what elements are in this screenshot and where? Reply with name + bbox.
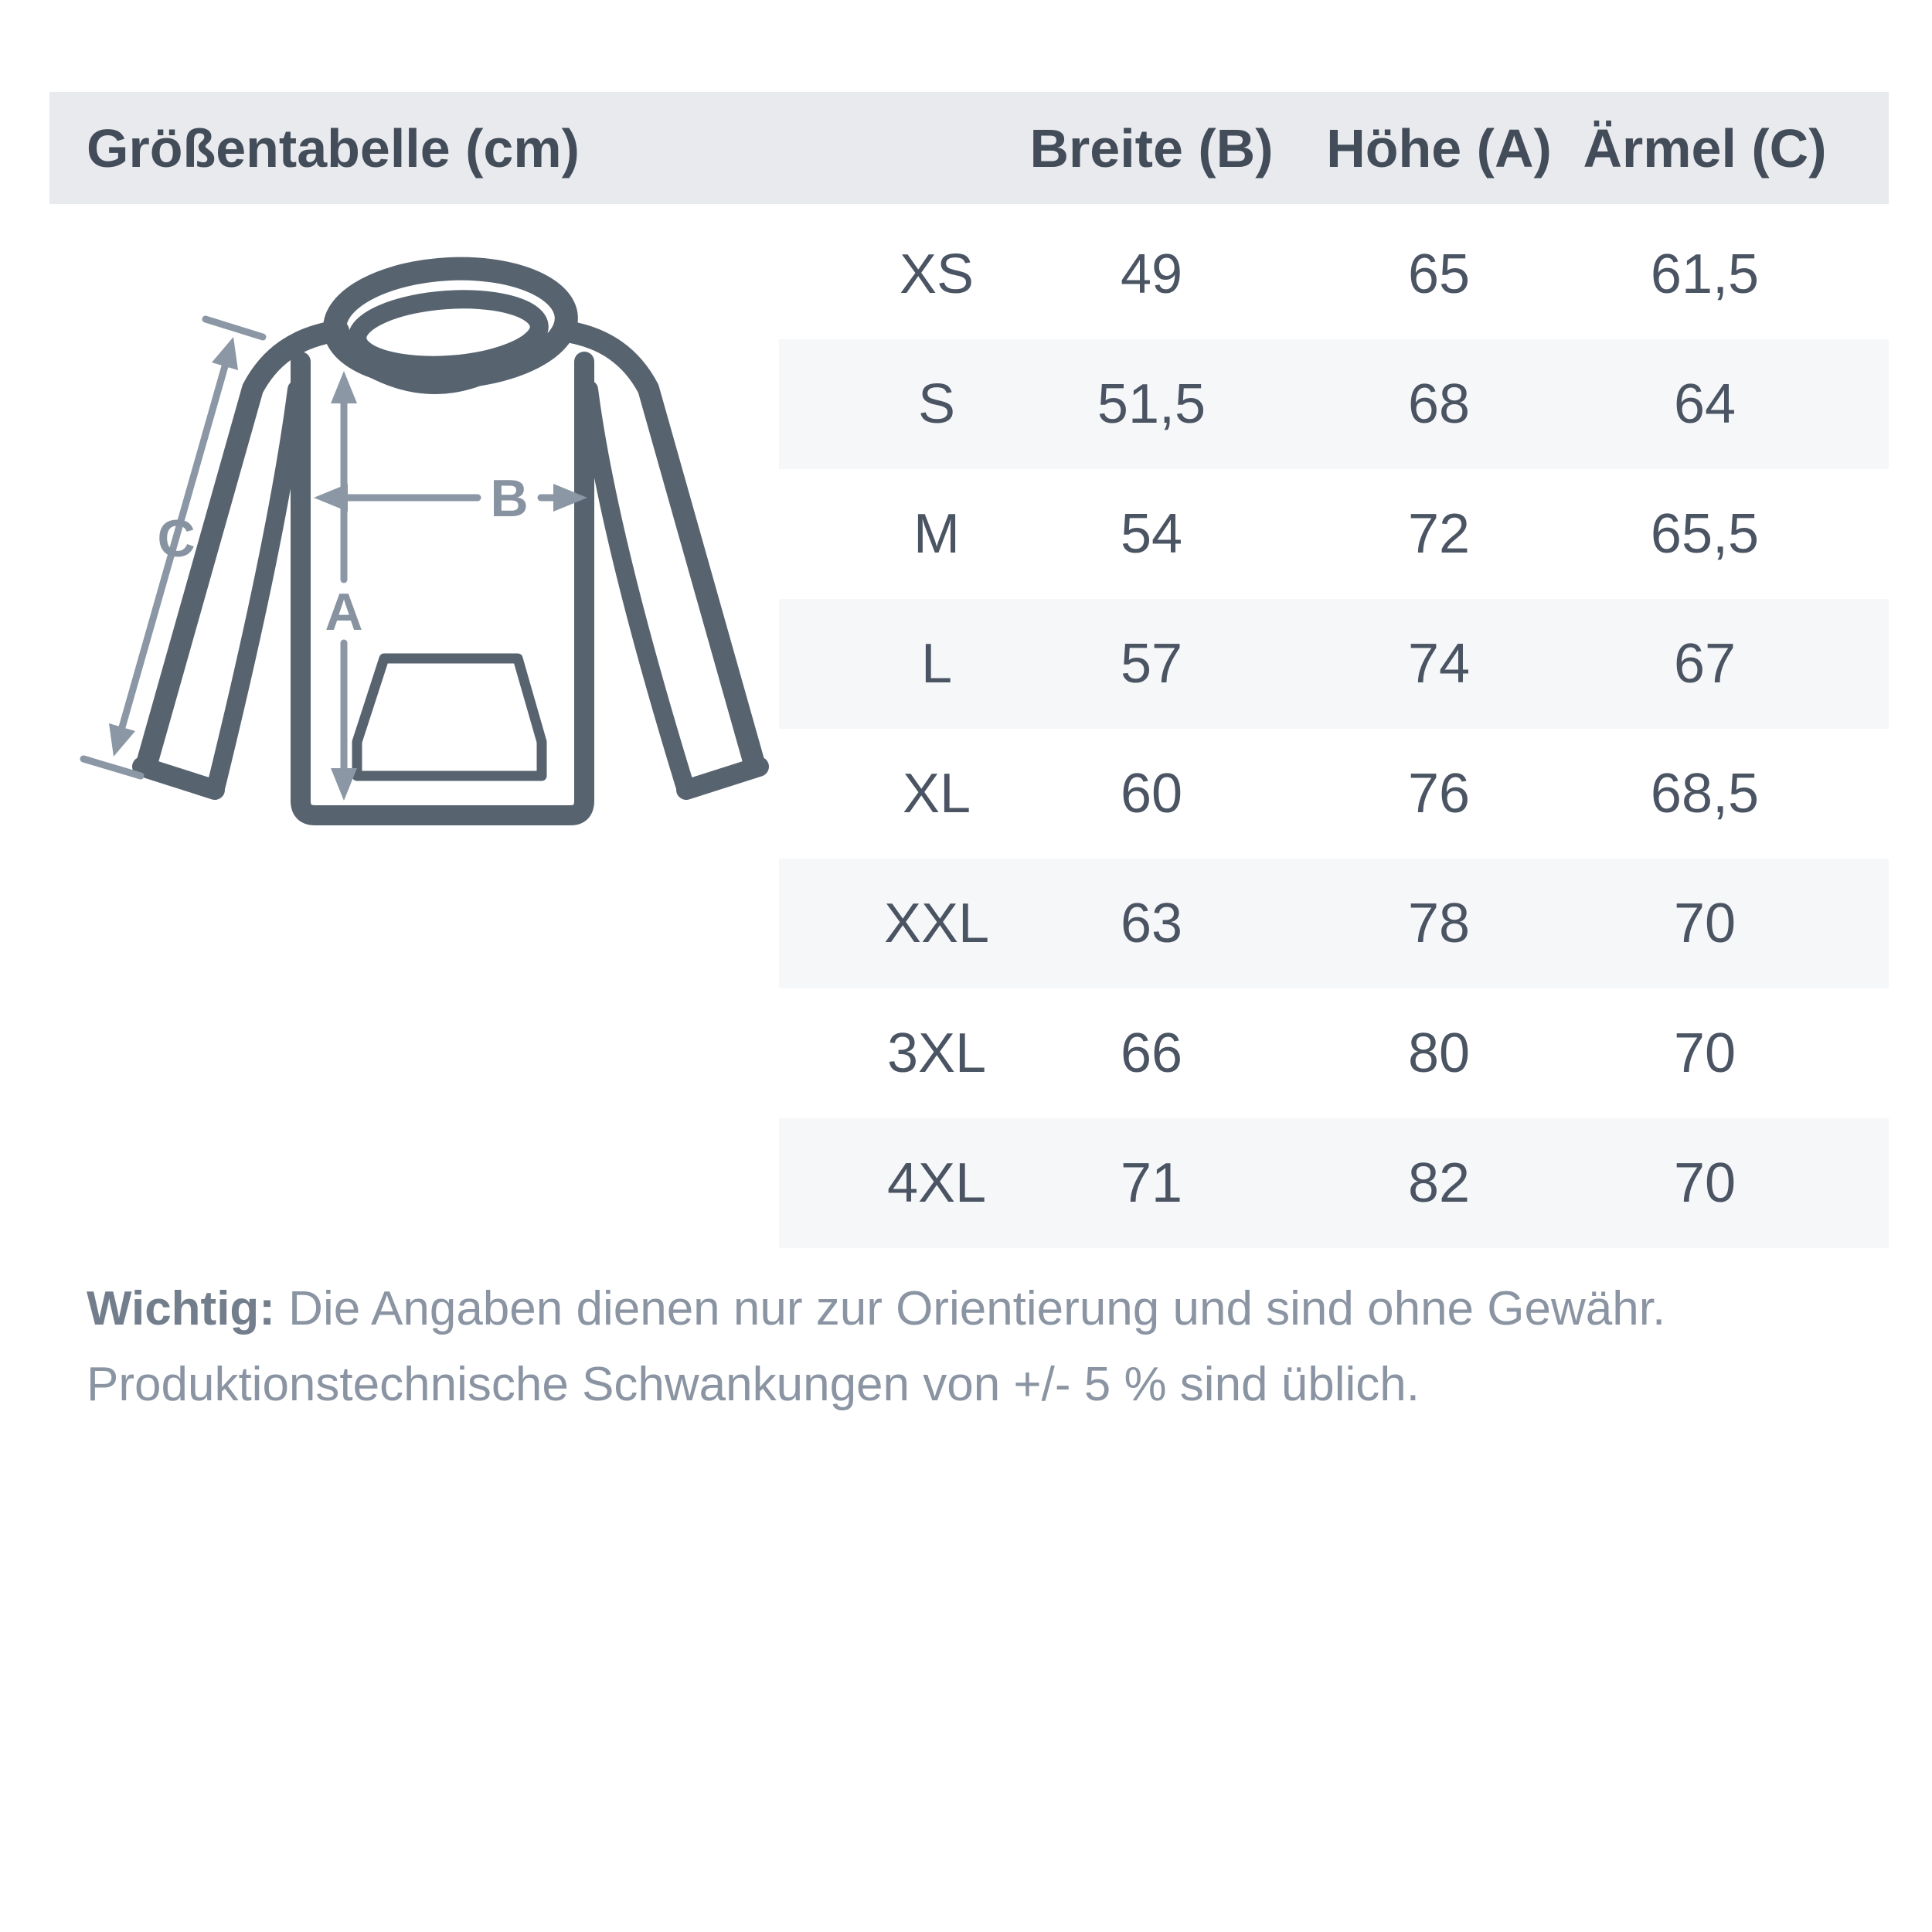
hoehe-cell: 76 <box>1407 763 1471 825</box>
table-row <box>779 859 1889 988</box>
size-cell: L <box>920 633 953 695</box>
column-header-aermel: Ärmel (C) <box>1583 117 1827 179</box>
table-header <box>49 92 1889 204</box>
aermel-cell: 70 <box>1673 1152 1736 1214</box>
dimension-label-b: B <box>490 469 529 528</box>
size-cell: 3XL <box>886 1022 987 1084</box>
size-cell: XL <box>902 763 971 825</box>
table-row <box>779 469 1889 599</box>
column-header-hoehe: Höhe (A) <box>1326 117 1552 179</box>
disclaimer-note <box>87 1271 1849 1423</box>
aermel-cell: 65,5 <box>1650 503 1760 565</box>
hoodie-measurement-diagram <box>46 201 781 1051</box>
column-header-breite: Breite (B) <box>1029 117 1274 179</box>
dimension-label-c: C <box>157 509 196 568</box>
breite-cell: 63 <box>1120 893 1183 954</box>
aermel-cell: 68,5 <box>1650 763 1760 825</box>
hoehe-cell: 74 <box>1407 633 1471 695</box>
hoehe-cell: 78 <box>1407 893 1471 954</box>
breite-cell: 60 <box>1120 763 1183 825</box>
size-cell: M <box>913 503 960 565</box>
aermel-cell: 70 <box>1673 1022 1736 1084</box>
table-row <box>779 1118 1889 1248</box>
disclaimer-line1: Die Angaben dienen nur zur Orientierung und sind ohne Gewähr. <box>274 1282 1666 1335</box>
breite-cell: 54 <box>1120 503 1183 565</box>
dimension-arrow-b <box>314 469 587 528</box>
table-row <box>779 209 1889 339</box>
disclaimer-line2: Produktionstechnische Schwankungen von +/- 5 % sind üblich. <box>87 1358 1420 1411</box>
size-cell: S <box>917 373 956 435</box>
breite-cell: 51,5 <box>1097 373 1206 435</box>
dimension-label-a: A <box>325 583 363 641</box>
aermel-cell: 64 <box>1673 373 1736 435</box>
table-row <box>779 599 1889 729</box>
hoehe-cell: 80 <box>1407 1022 1471 1084</box>
aermel-cell: 70 <box>1673 893 1736 954</box>
size-cell: XXL <box>883 893 990 954</box>
disclaimer-lead: Wichtig: <box>87 1282 275 1335</box>
size-cell: 4XL <box>886 1152 987 1214</box>
hoehe-cell: 82 <box>1407 1152 1471 1214</box>
table-row <box>779 988 1889 1118</box>
page-title: Größentabelle (cm) <box>87 117 580 179</box>
hoehe-cell: 68 <box>1407 373 1471 435</box>
breite-cell: 57 <box>1120 633 1183 695</box>
breite-cell: 66 <box>1120 1022 1183 1084</box>
hoehe-cell: 65 <box>1407 243 1471 305</box>
breite-cell: 71 <box>1120 1152 1183 1214</box>
size-table-body <box>779 209 1889 1248</box>
size-cell: XS <box>899 243 975 305</box>
aermel-cell: 61,5 <box>1650 243 1760 305</box>
table-row <box>779 729 1889 859</box>
hoodie-outline-icon <box>142 263 759 815</box>
aermel-cell: 67 <box>1673 633 1736 695</box>
table-row <box>779 339 1889 469</box>
hoehe-cell: 72 <box>1407 503 1471 565</box>
breite-cell: 49 <box>1120 243 1183 305</box>
